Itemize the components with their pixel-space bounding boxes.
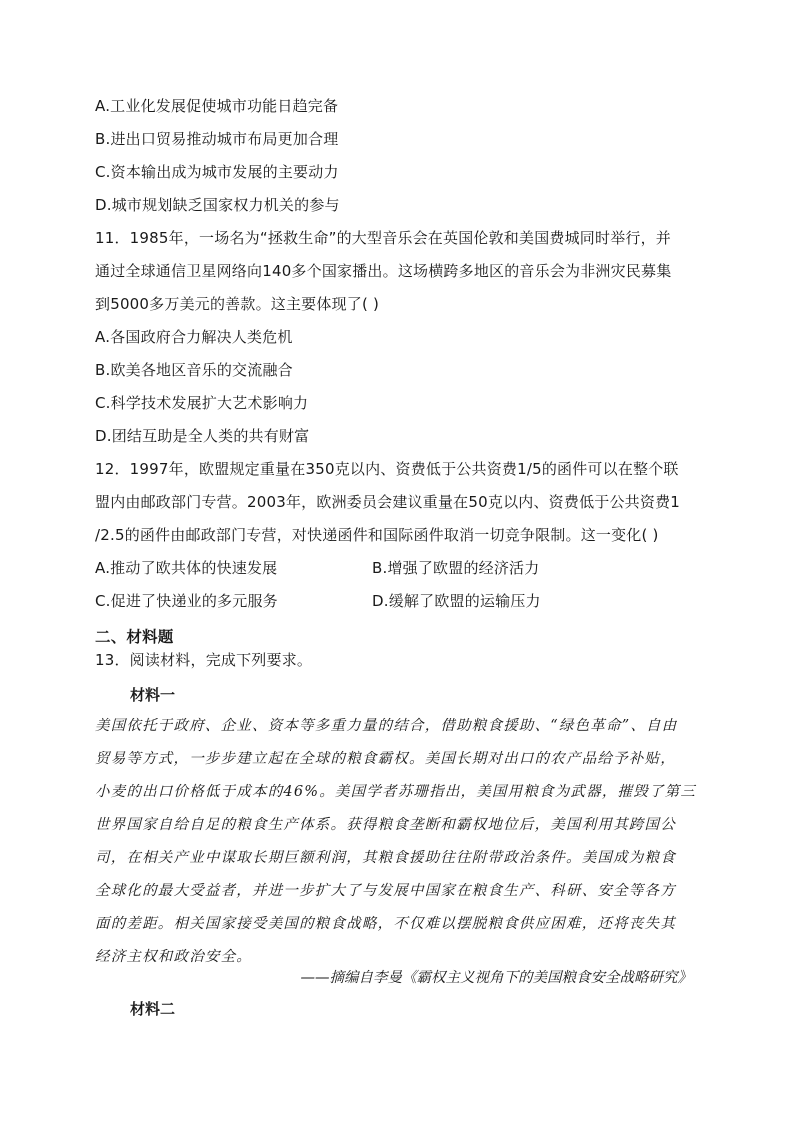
q11-option-d: D.团结互助是全人类的共有财富 [95, 427, 310, 445]
q12-stem-line: 盟内由邮政部门专营。2003年，欧洲委员会建议重量在50克以内、资费低于公共资费1 [95, 493, 681, 511]
material2-title: 材料二 [130, 1000, 176, 1018]
q12-option-a: A.推动了欧共体的快速发展 [95, 559, 278, 577]
q12-stem-line: /2.5的函件由邮政部门专营，对快递函件和国际函件取消一切竞争限制。这一变化( ) [95, 526, 659, 544]
q10-option-d: D.城市规划缺乏国家权力机关的参与 [95, 196, 340, 214]
material1-line: 贸易等方式，一步步建立起在全球的粮食霸权。美国长期对出口的农产品给予补贴， [95, 751, 676, 767]
q12-stem-line: 12．1997年，欧盟规定重量在350克以内、资费低于公共资费1/5的函件可以在整个联 [95, 460, 679, 478]
q13-prompt: 13．阅读材料，完成下列要求。 [95, 651, 313, 669]
q10-option-a: A.工业化发展促使城市功能日趋完备 [95, 97, 339, 115]
section-title: 二、材料题 [95, 628, 174, 646]
material1-line: 经济主权和政治安全。 [95, 949, 252, 965]
material1-title: 材料一 [130, 686, 176, 704]
material1-line: 全球化的最大受益者，并进一步扩大了与发展中国家在粮食生产、科研、安全等各方 [95, 883, 676, 899]
material1-source: ——摘编自李曼《霸权主义视角下的美国粮食安全战略研究》 [300, 970, 692, 986]
material1-line: 美国依托于政府、企业、资本等多重力量的结合，借助粮食援助、“绿色革命”、自由 [95, 718, 678, 734]
q11-option-c: C.科学技术发展扩大艺术影响力 [95, 394, 309, 412]
q12-option-c: C.促进了快递业的多元服务 [95, 592, 278, 610]
q12-option-b: B.增强了欧盟的经济活力 [372, 559, 540, 577]
q11-stem-line: 11．1985年，一场名为“拯救生命”的大型音乐会在英国伦敦和美国费城同时举行，并 [95, 229, 672, 247]
material1-line: 面的差距。相关国家接受美国的粮食战略，不仅难以摆脱粮食供应困难，还将丧失其 [95, 916, 676, 932]
material1-line: 小麦的出口价格低于成本的46%。美国学者苏珊指出，美国用粮食为武器，摧毁了第三 [95, 784, 697, 800]
q11-stem-line: 到5000多万美元的善款。这主要体现了( ) [95, 295, 380, 313]
q10-option-b: B.进出口贸易推动城市布局更加合理 [95, 130, 339, 148]
q11-option-a: A.各国政府合力解决人类危机 [95, 328, 293, 346]
material1-line: 司，在相关产业中谋取长期巨额利润，其粮食援助往往附带政治条件。美国成为粮食 [95, 850, 676, 866]
q12-option-d: D.缓解了欧盟的运输压力 [372, 592, 541, 610]
q11-stem-line: 通过全球通信卫星网络向140多个国家播出。这场横跨多地区的音乐会为非洲灾民募集 [95, 262, 672, 280]
q11-option-b: B.欧美各地区音乐的交流融合 [95, 361, 293, 379]
material1-line: 世界国家自给自足的粮食生产体系。获得粮食垄断和霸权地位后，美国利用其跨国公 [95, 817, 676, 833]
q10-option-c: C.资本输出成为城市发展的主要动力 [95, 163, 339, 181]
